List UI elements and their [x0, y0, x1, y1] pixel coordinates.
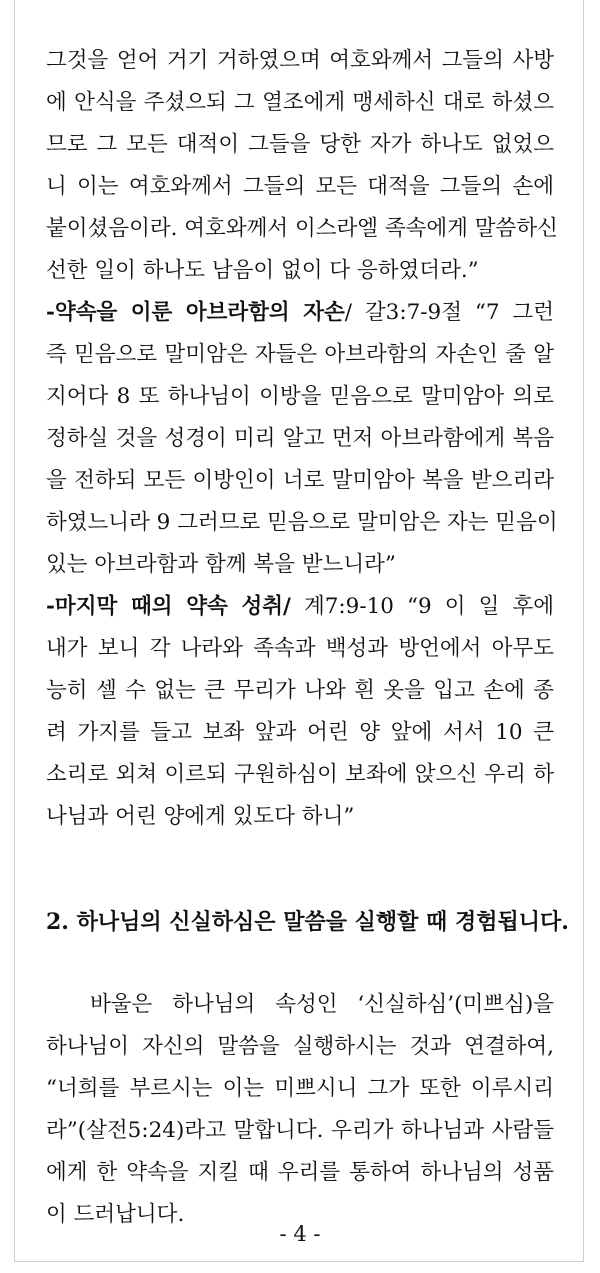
text-line: 있는 아브라함과 함께 복을 받느니라”: [46, 552, 396, 577]
section-title: -마지막 때의 약속 성취/: [46, 594, 291, 619]
text-line: 에 안식을 주셨으되 그 열조에게 맹세하신 대로 하셨으: [46, 90, 554, 115]
text-line: 니 이는 여호와께서 그들의 모든 대적을 그들의 손에: [46, 174, 554, 199]
text-line: 하나님이 자신의 말씀을 실행하시는 것과 연결하여,: [46, 1034, 554, 1059]
section-title-line: [46, 292, 554, 334]
text-line: 나님과 어린 양에게 있도다 하니”: [46, 804, 355, 829]
text-line: 지어다 8 또 하나님이 이방을 믿음으로 말미암아 의로: [46, 384, 554, 409]
text-line: 선한 일이 하나도 남음이 없이 다 응하였더라.”: [46, 258, 479, 283]
text-line: 므로 그 모든 대적이 그들을 당한 자가 하나도 없었으: [46, 132, 554, 157]
section-title: -약속을 이룬 아브라함의 자손: [46, 300, 345, 325]
text-line: 에게 한 약속을 지킬 때 우리를 통하여 하나님의 성품: [46, 1160, 554, 1185]
text-line: 그것을 얻어 거기 거하였으며 여호와께서 그들의 사방: [46, 48, 554, 73]
paragraph-2: [46, 984, 554, 1236]
section-abraham-offspring: [46, 292, 558, 586]
text-line: 이 드러납니다.: [46, 1202, 185, 1227]
text-line: 즉 믿음으로 말미암은 자들은 아브라함의 자손인 줄 알: [46, 342, 554, 367]
text-line: 을 전하되 모든 이방인이 너로 말미암아 복을 받으리라: [46, 468, 554, 493]
scripture-reference: / 갈3:7-9절 “7 그런: [344, 300, 554, 325]
text-line: “너희를 부르시는 이는 미쁘시니 그가 또한 이루시리: [46, 1076, 554, 1101]
section-heading: 2. 하나님의 신실하심은 말씀을 실행할 때 경험됩니다.: [46, 909, 569, 935]
text-line: 하였느니라 9 그러므로 믿음으로 말미암은 자는 믿음이: [46, 510, 558, 535]
text-line: 정하실 것을 성경이 미리 알고 먼저 아브라함에게 복음: [46, 426, 554, 451]
section-last-days-promise: [46, 586, 554, 838]
text-line: 바울은 하나님의 속성인 ‘신실하심’(미쁘심)을: [90, 992, 554, 1017]
text-line: 라”(살전5:24)라고 말합니다. 우리가 하나님과 사람들: [46, 1118, 554, 1143]
paragraph-1: [46, 40, 558, 292]
text-line: 소리로 외쳐 이르되 구원하심이 보좌에 앉으신 우리 하: [46, 762, 554, 787]
scripture-reference: 계7:9-10 “9 이 일 후에: [290, 594, 554, 619]
page-number: - 4 -: [279, 1222, 321, 1246]
text-line: 능히 셀 수 없는 큰 무리가 나와 흰 옷을 입고 손에 종: [46, 678, 554, 703]
section-title-line: [46, 586, 554, 628]
text-line: 내가 보니 각 나라와 족속과 백성과 방언에서 아무도: [46, 636, 554, 661]
document-body: [46, 40, 569, 1236]
text-line: 려 가지를 들고 보좌 앞과 어린 양 앞에 서서 10 큰: [46, 720, 554, 745]
text-line: 붙이셨음이라. 여호와께서 이스라엘 족속에게 말씀하신: [46, 216, 558, 241]
